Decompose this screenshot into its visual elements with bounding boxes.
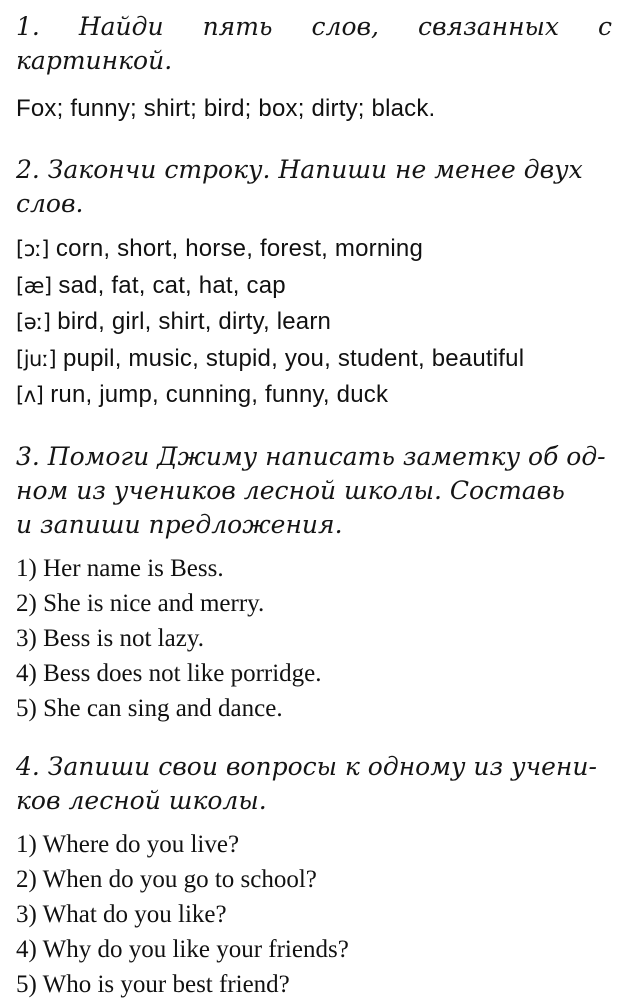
sound-row [16, 231, 612, 268]
task-1-answer: Fox; funny; shirt; bird; box; dirty; black. [16, 95, 436, 122]
word-list: corn, short, horse, forest, morning [55, 235, 424, 262]
task-3 [16, 440, 612, 726]
word-list: pupil, music, stupid, you, student, beautiful [62, 344, 525, 372]
task-4-title [16, 750, 612, 818]
task-2 [16, 153, 612, 414]
list-item: 3) Bess is not lazy. [16, 624, 204, 652]
word-list: bird, girl, shirt, dirty, learn [57, 308, 332, 335]
sound-row [16, 304, 612, 341]
task-1 [16, 10, 612, 124]
list-item: 2) She is nice and merry. [16, 589, 265, 617]
sound-word-list [16, 231, 612, 414]
phonetic-symbol: [ʌ] [16, 383, 44, 407]
task-3-title-line: 3. Помоги Джиму написать заметку об од- [16, 441, 606, 471]
list-item: 3) What do you like? [16, 900, 227, 928]
list-item: 2) When do you go to school? [16, 865, 317, 893]
task-4 [16, 750, 612, 1002]
task-3-title-line: ном из учеников лесной школы. Составь [16, 475, 565, 505]
phonetic-symbol: [əː] [16, 310, 51, 334]
task-2-title [16, 153, 612, 221]
task-2-title-line: слов. [16, 189, 84, 218]
task-4-title-line: 4. Запиши свои вопросы к одному из учени- [16, 751, 597, 781]
list-item: 5) Who is your best friend? [16, 970, 290, 998]
phonetic-symbol: [æ] [16, 273, 52, 298]
list-item: 5) She can sing and dance. [16, 694, 283, 722]
word-list: run, jump, cunning, funny, duck [50, 381, 389, 408]
sound-row [16, 377, 612, 414]
task-4-title-line: ков лесной школы. [16, 785, 267, 815]
task-3-title-line: и запиши предложения. [16, 509, 343, 539]
word-list: sad, fat, cat, hat, cap [58, 271, 286, 299]
task-3-title [16, 440, 612, 542]
phonetic-symbol: [ɔː] [16, 237, 49, 261]
sentence-list [16, 551, 612, 726]
list-item: 4) Why do you like your friends? [16, 935, 349, 963]
list-item: 1) Her name is Bess. [16, 554, 224, 582]
task-1-title: 1. Найди пять слов, связанных с картинкой. [16, 12, 612, 75]
sound-row [16, 268, 612, 305]
workbook-page [16, 10, 612, 1002]
phonetic-symbol: [juː] [16, 346, 57, 371]
list-item: 1) Where do you live? [16, 830, 240, 858]
question-list [16, 827, 612, 1002]
list-item: 4) Bess does not like porridge. [16, 659, 322, 687]
sound-row [16, 341, 612, 378]
task-2-title-line: 2. Закончи строку. Напиши не менее двух [16, 155, 583, 184]
